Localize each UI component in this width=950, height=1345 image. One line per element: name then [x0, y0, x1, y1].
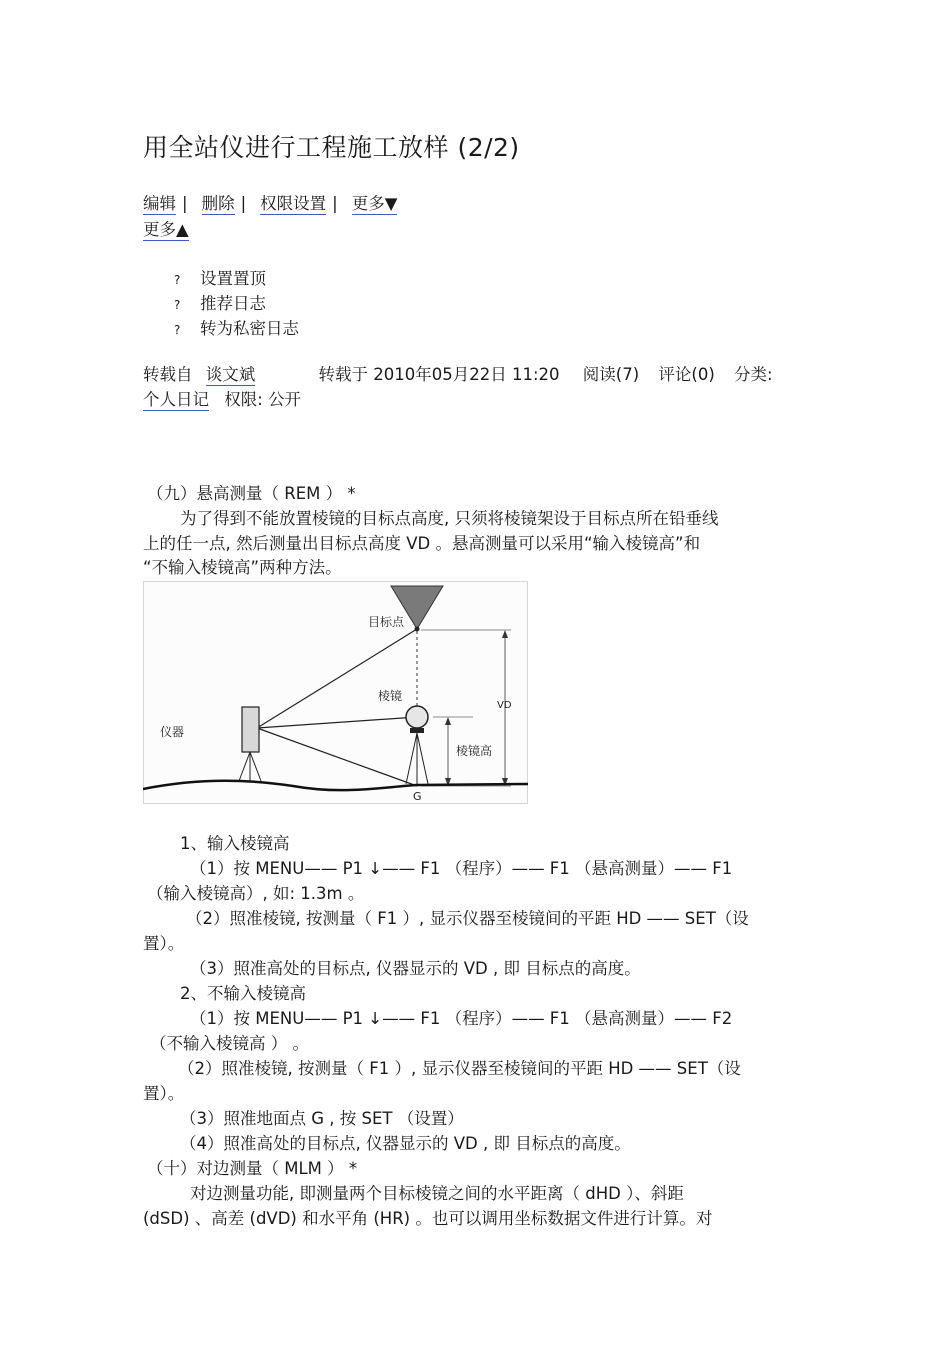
- prism-label: 棱镜: [378, 689, 403, 703]
- repost-time: 转载于 2010年05月22日 11:20: [318, 365, 560, 384]
- menu-item-label: 推荐日志: [200, 294, 266, 313]
- page-title: 用全站仪进行工程施工放样 (2/2): [143, 133, 520, 162]
- paragraph-line: （3）照准地面点 G , 按 SET （设置）: [180, 1109, 464, 1128]
- menu-item-pin[interactable]: [174, 265, 266, 289]
- section-subheading: 2、不输入棱镜高: [180, 984, 306, 1003]
- paragraph-line: 置）。: [143, 934, 185, 953]
- menu-item-recommend[interactable]: [174, 290, 266, 314]
- permission-settings-link[interactable]: 权限设置: [260, 194, 327, 213]
- target-label: 目标点: [368, 615, 405, 629]
- rem-diagram: [143, 581, 529, 805]
- paragraph-line: 为了得到不能放置棱镜的目标点高度, 只须将棱镜架设于目标点所在铅垂线: [180, 509, 719, 528]
- paragraph-line: 置）。: [143, 1084, 185, 1103]
- menu-item-private[interactable]: [174, 315, 299, 339]
- bullet-icon: ?: [174, 298, 181, 312]
- section-heading: （十）对边测量（ MLM ） *: [147, 1159, 358, 1178]
- prism-height-label: 棱镜高: [456, 744, 493, 758]
- category-label: 分类:: [734, 365, 773, 384]
- menu-item-label: 转为私密日志: [200, 319, 299, 338]
- paragraph-line: （输入棱镜高）, 如: 1.3m 。: [147, 884, 365, 903]
- paragraph-line: （1）按 MENU—— P1 ↓—— F1 （程序）—— F1 （悬高测量）—— F2: [190, 1009, 733, 1028]
- vd-label: VD: [497, 700, 512, 711]
- author-link[interactable]: 谈文斌: [205, 365, 256, 384]
- repost-from-label: 转载自: [143, 365, 193, 384]
- delete-link[interactable]: 删除: [201, 194, 235, 213]
- paragraph-line: （不输入棱镜高 ） 。: [150, 1034, 309, 1053]
- paragraph-line: （1）按 MENU—— P1 ↓—— F1 （程序）—— F1 （悬高测量）—— F1: [190, 859, 733, 878]
- bullet-icon: ?: [174, 273, 181, 287]
- paragraph-line: “不输入棱镜高”两种方法。: [143, 558, 342, 577]
- read-count: 阅读(7): [582, 365, 640, 384]
- paragraph-line: 上的任一点, 然后测量出目标点高度 VD 。悬高测量可以采用“输入棱镜高”和: [143, 534, 701, 553]
- section-subheading: 1、输入棱镜高: [180, 834, 290, 853]
- paragraph-line: (dSD) 、高差 (dVD) 和水平角 (HR) 。也可以调用坐标数据文件进行计算。对: [143, 1209, 713, 1228]
- post-meta: [143, 361, 773, 385]
- toolbar-divider: |: [240, 194, 247, 213]
- ground-point-label: G: [413, 790, 422, 803]
- category-link[interactable]: 个人日记: [143, 390, 209, 409]
- menu-item-label: 设置置顶: [200, 269, 266, 288]
- paragraph-line: （2）照准棱镜, 按测量（ F1 ）, 显示仪器至棱镜间的平距 HD —— SET（设: [178, 1059, 741, 1078]
- more-collapse-link[interactable]: 更多▲: [143, 220, 189, 239]
- action-toolbar: [143, 190, 397, 214]
- paragraph-line: （3）照准高处的目标点, 仪器显示的 VD , 即 目标点的高度。: [190, 959, 641, 978]
- more-dropdown-link[interactable]: 更多▼: [351, 194, 398, 213]
- paragraph-line: （2）照准棱镜, 按测量（ F1 ）, 显示仪器至棱镜间的平距 HD —— SET（设: [186, 909, 749, 928]
- edit-link[interactable]: 编辑: [143, 194, 176, 213]
- paragraph-line: （4）照准高处的目标点, 仪器显示的 VD , 即 目标点的高度。: [180, 1134, 631, 1153]
- comment-count[interactable]: 评论(0): [658, 365, 715, 384]
- paragraph-line: 对边测量功能, 即测量两个目标棱镜之间的水平距离（ dHD ）、斜距: [190, 1184, 684, 1203]
- bullet-icon: ?: [174, 323, 181, 337]
- instrument-label: 仪器: [160, 725, 185, 739]
- prism-icon: [406, 706, 428, 728]
- toolbar-divider: |: [332, 194, 338, 213]
- toolbar-divider: |: [182, 194, 188, 213]
- permission-text: 权限: 公开: [224, 390, 302, 409]
- instrument-icon: [242, 707, 259, 752]
- section-heading: （九）悬高测量（ REM ） *: [147, 484, 356, 503]
